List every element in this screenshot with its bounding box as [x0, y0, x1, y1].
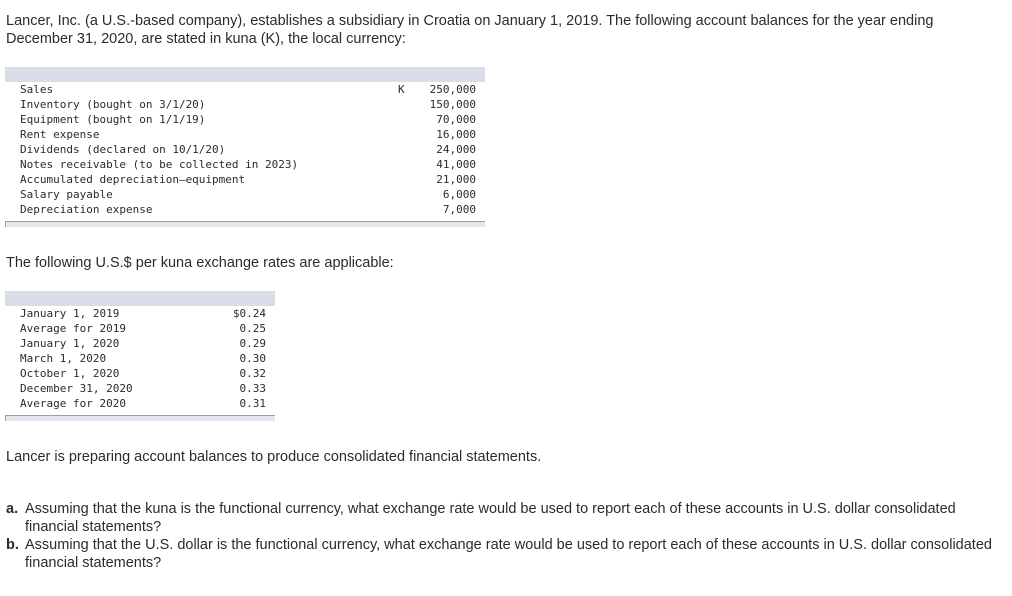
- table-row: [5, 381, 275, 396]
- rate-date-label: January 1, 2020: [20, 337, 120, 350]
- account-value: 7,000: [442, 203, 476, 216]
- account-label: Depreciation expense: [20, 203, 153, 216]
- table-row: [5, 112, 485, 127]
- table-row: [5, 127, 485, 142]
- closing-paragraph: Lancer is preparing account balances to produce consolidated financial statements.: [6, 449, 542, 465]
- table-footer-rule: [5, 415, 275, 421]
- rate-value: 0.33: [239, 382, 266, 395]
- account-label: Accumulated depreciation–equipment: [20, 173, 246, 186]
- account-label: Dividends (declared on 10/1/20): [20, 143, 226, 156]
- table-footer-rule: [5, 221, 485, 227]
- rate-value: 0.29: [239, 337, 266, 350]
- rates-intro-paragraph: The following U.S.$ per kuna exchange rates are applicable:: [6, 255, 394, 271]
- rate-value: 0.32: [239, 367, 266, 380]
- account-label: Salary payable: [20, 188, 113, 201]
- account-value: 250,000: [429, 83, 476, 96]
- account-label: Inventory (bought on 3/1/20): [20, 98, 206, 111]
- account-value: 24,000: [436, 143, 476, 156]
- rate-value: 0.30: [239, 352, 266, 365]
- rate-date-label: Average for 2019: [20, 322, 126, 335]
- table-row: [5, 336, 275, 351]
- table-row: [5, 82, 485, 97]
- table-row: [5, 97, 485, 112]
- table-header-bar: [5, 67, 485, 82]
- account-value: 6,000: [442, 188, 476, 201]
- table-row: [5, 142, 485, 157]
- rate-date-label: December 31, 2020: [20, 382, 133, 395]
- question-label: b.: [6, 537, 19, 553]
- question-list: [6, 500, 996, 572]
- account-value: 16,000: [436, 128, 476, 141]
- exchange-rates-table: [5, 291, 275, 421]
- account-label: Equipment (bought on 1/1/19): [20, 113, 206, 126]
- account-balances-table: [5, 67, 485, 227]
- question-label: a.: [6, 501, 19, 517]
- table-row: [5, 157, 485, 172]
- table-row: [5, 366, 275, 381]
- rate-date-label: March 1, 2020: [20, 352, 107, 365]
- account-value: 150,000: [429, 98, 476, 111]
- account-value: 41,000: [436, 158, 476, 171]
- account-label: Rent expense: [20, 128, 100, 141]
- rate-value: 0.25: [239, 322, 266, 335]
- table-row: [5, 306, 275, 321]
- question-a: [6, 500, 996, 536]
- table-row: [5, 321, 275, 336]
- account-rows: [5, 82, 485, 221]
- account-value: 70,000: [436, 113, 476, 126]
- rate-date-label: October 1, 2020: [20, 367, 120, 380]
- rate-rows: [5, 306, 275, 415]
- account-label: Sales: [20, 83, 54, 96]
- question-b: [6, 536, 996, 572]
- account-value: 21,000: [436, 173, 476, 186]
- currency-symbol: K: [398, 83, 405, 96]
- question-text: Assuming that the U.S. dollar is the functional currency, what exchange rate would be used to report each of these accounts in U.S. dollar consolidated financial statements?: [25, 537, 992, 571]
- rate-date-label: Average for 2020: [20, 397, 126, 410]
- rate-date-label: January 1, 2019: [20, 307, 120, 320]
- table-row: [5, 396, 275, 411]
- table-row: [5, 172, 485, 187]
- table-row: [5, 187, 485, 202]
- rate-value: 0.31: [239, 397, 266, 410]
- account-label: Notes receivable (to be collected in 2023): [20, 158, 299, 171]
- intro-paragraph: Lancer, Inc. (a U.S.-based company), establishes a subsidiary in Croatia on January 1, 2019. The following account balances for the year ending December 31, 2020, are stated in kuna (K), the local currency:: [6, 13, 934, 47]
- table-header-bar: [5, 291, 275, 306]
- table-row: [5, 351, 275, 366]
- table-row: [5, 202, 485, 217]
- question-text: Assuming that the kuna is the functional currency, what exchange rate would be used to report each of these accounts in U.S. dollar consolidated financial statements?: [25, 501, 956, 535]
- rate-value: $0.24: [232, 307, 266, 320]
